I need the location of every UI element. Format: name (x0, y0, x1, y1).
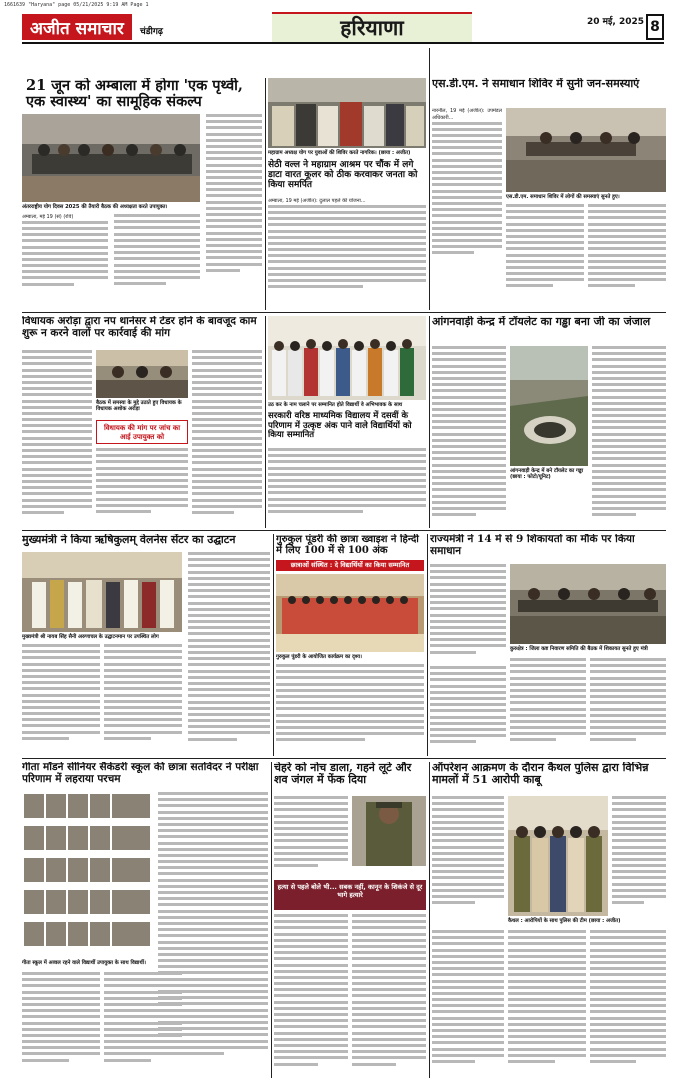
gurukul-students-photo (276, 574, 424, 652)
story-banner: छात्राओं संस्थित : दे विद्यार्थियों का किया सम्मानित (276, 560, 424, 571)
story-photo (96, 350, 188, 398)
story-photo (510, 346, 588, 466)
story-headline: आंगनवाड़ी केन्द्र में टॉयलेट का गड्ढा बना जी का जंजाल (432, 316, 651, 328)
story-body-col3 (432, 930, 504, 1078)
toilet-pit-photo (510, 346, 588, 466)
story-body (22, 214, 108, 310)
story-operation-aakraman (432, 762, 666, 1078)
story-photo (22, 552, 182, 632)
story-body-col3 (588, 204, 666, 308)
story-body (268, 448, 426, 528)
story-body (432, 346, 506, 528)
story-headline: मुख्यमंत्री ने किया ऋषिकुलम् वेलनेस सेंटर का उद्घाटन (22, 534, 236, 546)
story-headline: सरकारी वरिष्ठ माध्यमिक विद्यालय में दसवीं के परिणाम में उत्कृष्ट अंक पाने वाले विद्यार्थियों को किया सम्मानित (268, 411, 412, 441)
story-body-col2 (114, 214, 200, 310)
story-headline: गुरुकुल पूंडरी की छात्रा ख्वाइश ने हिन्दी में लिए 100 में से 100 अंक (276, 534, 419, 557)
story-headline: राज्यमंत्री ने 14 में से 9 शिकायतों का मौके पर किया समाधान (430, 534, 635, 557)
story-murder (274, 762, 426, 1078)
crowd-photo (268, 78, 426, 148)
quote-banner: हत्या से पहले बोले भी... सबक नहीं, कानून के शिकंजे से दूर भागे हत्यारे (274, 880, 426, 910)
story-sdm-camp (432, 78, 666, 310)
photo-caption: गीता स्कूल में अव्वल रहने वाले विद्यार्थी उपायुक्त के साथ विद्यार्थी। (22, 960, 146, 966)
story-yoga-day (22, 78, 262, 310)
section-title: हरियाणा (272, 12, 472, 42)
story-body (22, 350, 92, 528)
story-body-col4 (590, 658, 666, 756)
story-body (432, 108, 502, 308)
story-body-col2 (104, 644, 182, 756)
story-headline: चेहरे को नोच डाला, गहने लूटे और शव जंगल में फेंक दिया (274, 762, 412, 787)
story-headline: विधायक अरोड़ा द्वारा नप थानेसर में टेंडर होने के बावजूद काम शुरू न करने वालों पर कार्रवाई की मांग (22, 316, 257, 339)
story-body-col2 (612, 796, 666, 916)
accused-with-police-photo (508, 796, 608, 916)
story-body (274, 796, 348, 876)
quote-box: विधायक की मांग पर जांच का आई उपायुक्त को (96, 420, 188, 444)
story-photo (510, 564, 666, 644)
cm-inauguration-photo (22, 552, 182, 632)
story-headline: सेठी वल्ल ने महाग्राम आश्रम पर चौंक में लगे डाटा वारत कूलर को ठीक करवाकर जनता को किया समर्पित (268, 160, 418, 191)
story-photo (352, 796, 426, 866)
photo-caption: आंगनवाड़ी केन्द्र में बने टॉयलेट का गड्ढा (छाया : फोटो/यूनिट) (510, 468, 584, 481)
edition-place: चंडीगढ़ (140, 27, 163, 37)
story-photo (508, 796, 608, 916)
story-body-col2 (592, 346, 666, 528)
photo-caption: बैठक में समस्या के मुद्दे उठाते हुए विधायक के विधायक अशोक अरोड़ा (96, 400, 182, 413)
story-body (276, 664, 424, 756)
story-lead: अम्बाला, मई 19 (सं) (रवि) (22, 214, 74, 220)
story-photo (276, 574, 424, 652)
newspaper-logo: अजीत समाचार (22, 14, 132, 40)
photo-caption: कैथल : आरोपियों के साथ पुलिस की टीम (छाया : अजीत) (508, 918, 621, 924)
story-headline: 21 जून को अम्बाला में होगा 'एक पृथ्वी, एक स्वास्थ्य' का सामूहिक संकल्प (26, 78, 243, 111)
story-body-col5 (590, 930, 666, 1078)
photo-caption: कुरुक्षेत्र : जिला कष्ट निवारण समिति की बैठक में शिकायत सुनते हुए मंत्री (510, 646, 648, 652)
police-officer-photo (352, 796, 426, 866)
photo-caption: महाग्राम अध्यक्ष योग पर युवाओं की शिविर करते नागरिक। (छाया : अजीत) (268, 150, 411, 156)
photo-caption: मुख्यमंत्री श्री नायब सिंह सैनी अरुणाचल के उद्घाटनमान पर उपस्थित लोग (22, 634, 159, 640)
story-headline: गीता मॉडर्न सीनियर सैकेंडरी स्कूल की छात्रा सतविंदर ने परीक्षा परिणाम में लहराया परचम (22, 762, 259, 785)
story-gurukul (276, 534, 424, 756)
story-body-col2 (96, 448, 188, 528)
story-body (432, 796, 504, 916)
story-school-result (268, 316, 426, 528)
story-cooler (268, 78, 426, 310)
camp-photo (506, 108, 666, 192)
story-body (22, 644, 100, 756)
story-body (268, 198, 426, 310)
print-slug: 1661639 "Haryana" page 05/21/2025 9:19 AM Page 1 (4, 2, 149, 8)
grievance-meeting-photo (510, 564, 666, 644)
meeting-photo (22, 114, 200, 202)
story-photo (22, 792, 152, 958)
story-body-col3 (188, 552, 270, 756)
story-lead: नारनौल, 19 मई (अजीत): उपमंडल अधिकारी... (432, 108, 502, 121)
story-photo (22, 114, 200, 202)
photo-caption: एस.डी.एम. समाधान शिविर में लोगों की समस्याएं सुनते हुए। (506, 194, 620, 200)
photo-caption: अंतरराष्ट्रीय योग दिवस 2025 की तैयारी बैठक की अध्यक्षता करते उपायुक्त। (22, 204, 168, 210)
story-body-col2 (430, 666, 506, 756)
story-body-col3 (510, 658, 586, 756)
story-photo (268, 78, 426, 148)
page-number: 8 (646, 14, 664, 40)
story-lead: अम्बाला, 19 मई (अजीत): दुलाल पहले की योजना... (268, 198, 366, 204)
story-body-col2 (274, 914, 348, 1078)
photo-caption: उठ कर के नाम चलाने पर सम्मानित होते विद्यार्थी वे अभिभावक के साथ (268, 402, 403, 408)
mla-photo (96, 350, 188, 398)
story-body-col3 (352, 914, 426, 1078)
story-body-col2 (506, 204, 584, 308)
story-body (430, 564, 506, 664)
masthead (22, 12, 664, 44)
students-photo (268, 316, 426, 400)
story-photo (268, 316, 426, 400)
story-cm-wellness (22, 534, 270, 756)
story-body-col4 (508, 930, 586, 1078)
story-geeta-school (22, 762, 268, 1078)
story-body (22, 972, 100, 1078)
story-mla-arora (22, 316, 262, 528)
story-headline: एस.डी.एम. ने समाधान शिविर में सुनी जन-समस्याएं (432, 78, 640, 90)
story-anganwadi (432, 316, 666, 528)
story-photo (506, 108, 666, 192)
photo-caption: गुरुकुल पूंडरी के आयोजित कार्यक्रम का दृश्य। (276, 654, 363, 660)
story-headline: ऑपरेशन आक्रमण के दौरान कैथल पुलिस द्वारा विभिन्न मामलों में 51 आरोपी काबू (432, 762, 649, 787)
story-body-col3 (158, 792, 268, 1078)
edition-date: 20 मई, 2025 (586, 17, 644, 27)
story-body-col3 (206, 114, 262, 310)
student-portraits-grid (22, 792, 152, 958)
story-body-col3 (192, 350, 262, 528)
story-state-minister (430, 534, 666, 756)
